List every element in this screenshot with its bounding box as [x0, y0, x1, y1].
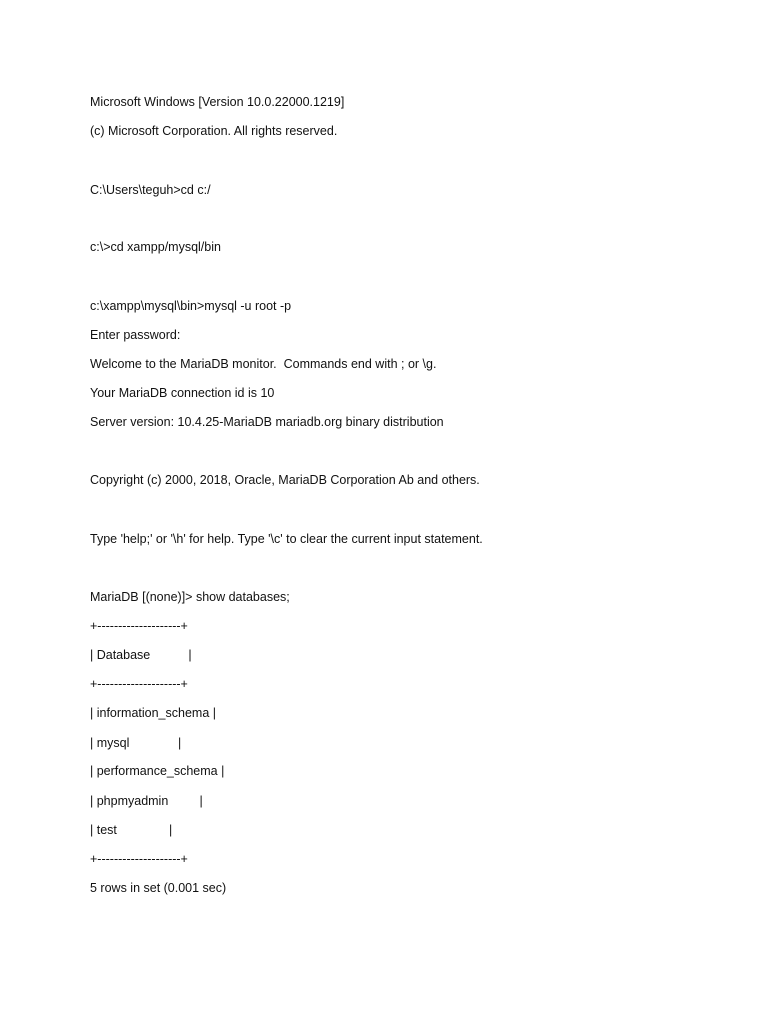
table-row: | performance_schema | [90, 764, 225, 778]
line-show-databases: MariaDB [(none)]> show databases; [90, 590, 290, 604]
line-cd-xampp: c:\>cd xampp/mysql/bin [90, 240, 221, 254]
table-border-mid: +--------------------+ [90, 677, 188, 691]
line-enter-password: Enter password: [90, 328, 181, 342]
line-rows-in-set: 5 rows in set (0.001 sec) [90, 881, 227, 895]
line-cd-c: C:\Users\teguh>cd c:/ [90, 183, 211, 197]
line-copyright-oracle: Copyright (c) 2000, 2018, Oracle, MariaDB Corporation Ab and others. [90, 473, 480, 487]
table-row: | mysql | [90, 736, 182, 750]
line-welcome: Welcome to the MariaDB monitor. Commands end with ; or \g. [90, 357, 437, 371]
line-windows-version: Microsoft Windows [Version 10.0.22000.1219] [90, 95, 345, 109]
table-header: | Database | [90, 648, 192, 662]
line-mysql-login: c:\xampp\mysql\bin>mysql -u root -p [90, 299, 292, 313]
table-border-bottom: +--------------------+ [90, 852, 188, 866]
table-row: | test | [90, 823, 173, 837]
line-copyright-microsoft: (c) Microsoft Corporation. All rights reserved. [90, 124, 338, 138]
table-border-top: +--------------------+ [90, 619, 188, 633]
table-row: | information_schema | [90, 706, 216, 720]
line-help-hint: Type 'help;' or '\h' for help. Type '\c' to clear the current input statement. [90, 532, 483, 546]
table-row: | phpmyadmin | [90, 794, 203, 808]
line-connection-id: Your MariaDB connection id is 10 [90, 386, 275, 400]
line-server-version: Server version: 10.4.25-MariaDB mariadb.org binary distribution [90, 415, 444, 429]
